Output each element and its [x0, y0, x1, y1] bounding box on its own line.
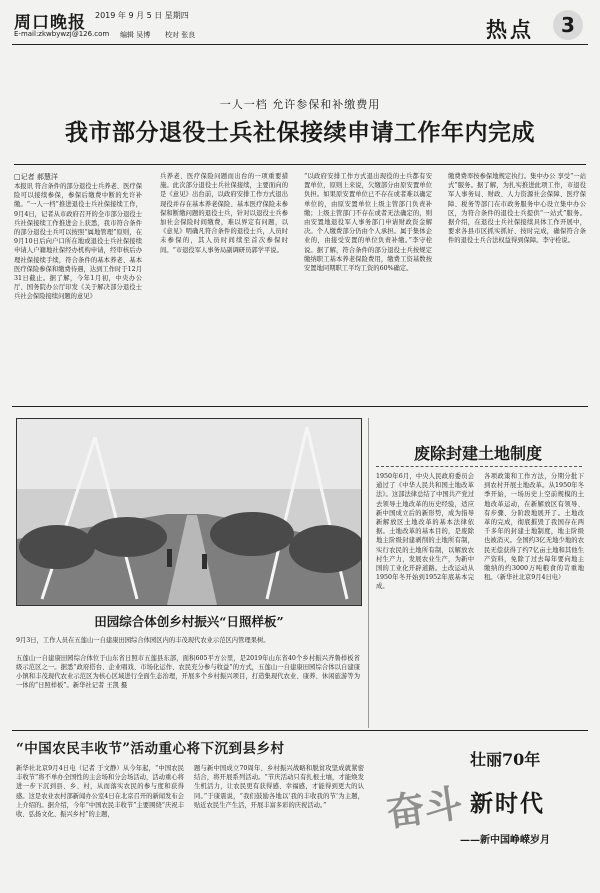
page-number-badge: 3	[553, 10, 583, 40]
contact-email: E-mail:zkwbywzj@126.com	[14, 30, 110, 38]
promo-calligraphy: 奋斗	[383, 779, 466, 836]
lead-column-1: 本报讯 符合条件的部分退役士兵养老、医疗保险可以接续参保，参保后缴费中断的允许补缴。“一人一档”推进退役士兵社保接续工作，9月4日，记者从市政府召开的全市部分退役士兵社保接续工作推进会上获悉，我市符合条件的部分退役士兵可以按照“属地管理”原则，在9月10日后向户口所在地或退役士兵社保接续申请人户籍地社保经办机构申请，经审核后办理社保接续手续，符合条件的基本养老、基本医疗保险参保和缴费待遇，达到工作时于12月31日截止。据了解，今年1月初，中央办公厅、国务院办公厅印发《关于解决部分退役士兵社会保险接续问题的意见》	[14, 183, 142, 301]
bottom-column-1: 新华社北京9月4日电（记者 于文静）从今年起，“中国农民丰收节”将不单办全国性的主会场和分会场活动，活动重心将进一步下沉到县、乡、村，从而落实农民的参与度和获得感。这是农业农村部新闻办公室4日在北京召开的新闻发布会上介绍的。据介绍，今年“中国农民丰收节”主要围绕“庆祝丰收、弘扬文化、振兴乡村”的主题，	[16, 765, 184, 819]
masthead-rule	[12, 44, 588, 45]
bottom-rule	[12, 730, 588, 731]
promo-subline: 新时代	[470, 790, 545, 817]
lead-headline: 我市部分退役士兵社保接续申请工作年内完成	[65, 119, 535, 146]
orchard-photo	[16, 418, 362, 606]
bottom-column-2: 题与新中国成立70周年、乡村振兴战略和脱贫攻坚成就紧密结合，将开展系列活动。“节庆活动只有扎根土壤，才能焕发生机活力，让农民更有获得感、幸福感，才能得到更大的认同。”于康震说，“我们鼓励各地以‘我的丰收我的节’为主题，贴近农民生产生活，开展丰富多彩的庆祝活动。”	[194, 765, 364, 809]
issue-date: 2019 年 9 月 5 日 星期四	[95, 11, 189, 20]
lead-column-3: “以政府安排工作方式退出现役的士兵都有安置单位，原则上来说，欠缴部分由原安置单位负担。如果原安置单位已不存在或者难以确定单位的，由原安置单位上级主管部门负责补缴；上级主管部门不存在或者无法确定的，则由安置地退役军人事务部门申请财政资金解决。个人缴费部分仍由个人承担。属于集体企业的，由接受安置的单位负责补缴。”李守栓说。据了解，符合条件的部分退役士兵按规定缴纳职工基本养老保险费用，缴费工资基数按安置地同期职工平均工资的60%确定。	[304, 173, 432, 273]
newspaper-logo: 周口晚报	[14, 13, 86, 33]
photo-headline: 田园综合体创乡村振兴“日照样板”	[94, 614, 284, 629]
side-headline: 废除封建土地制度	[413, 444, 542, 463]
promo-headline: 壮丽70年	[470, 750, 541, 769]
lead-kicker: 一人一档 允许参保和补缴费用	[219, 98, 381, 111]
section-title: 热点	[486, 17, 534, 42]
side-title-rule	[376, 466, 582, 467]
promo-footer: ——新中国峥嵘岁月	[460, 835, 550, 846]
lead-byline: □记者 郝慧洋	[14, 173, 58, 181]
lead-column-4: 缴费费率按参保地规定执行。集中办公 享受“一站式”服务。据了解，为扎实推进此项工作，市退役军人事务局、财政、人力资源社会保障、医疗保障、税务等部门在市政务服务中心设立集中办公区，为符合条件的退役士兵提供“一站式”服务。据介绍，在退役士兵社保接续具体工作开展中，要求各县市区抓实抓好、按时完成，确保符合条件的退役士兵合法权益得到保障。李守栓说。	[448, 173, 586, 245]
side-column-1: 1950年6月，中央人民政府委员会通过了《中华人民共和国土地改革法》。这部法律总结了中国共产党过去领导土地改革的历史经验，适应新中国成立后的新形势，成为指导新解放区土地改革的基本法律依据。土地改革的基本目的，是废除地主阶级封建剥削的土地所有制，实行农民的土地所有制，以解放农村生产力，发展农业生产，为新中国的工业化开辟道路。土改运动从1950年冬开始到1952年底基本完成。	[376, 473, 474, 591]
photo-caption-2: 五莲山一自建康田园综合体位于山东省日照市五莲县东部，面积605平方公里，是2019年山东省40个乡村振兴齐鲁样板省级示范区之一。据悉“政府搭台、企业唱戏、市场化运作、农民充分参与收益”的方式，五莲山一自建康田园综合体以自建康小镇和丰茂现代农业示范区为核心区域进行全面生态治理，开展多个乡村振兴项目，打造集现代农业、康养、休闲旅游等为一体的“日照样板”。新华社记者 王凯 摄	[16, 655, 360, 689]
section-divider	[12, 406, 588, 407]
editor-credit: 编辑 吴博	[120, 31, 151, 39]
proofreader-credit: 校对 张良	[165, 31, 196, 39]
lead-column-2: 兵养老、医疗保险问题而出台的一项重要措施。此次部分退役士兵社保接续，主要面向的是《意见》出台前，以政府安排工作方式退出现役并存在基本养老保险、基本医疗保险未参保和断缴问题的退役士兵，针对以退役士兵参加社会保险时间缴费，难以界定有问题，以《意见》明确凡符合条件的退役士兵，人员时未参保的，其人员时间续至首次参保时间。“市退役军人事务局副调研员郭学平说。	[160, 173, 288, 254]
headline-rule	[14, 164, 586, 165]
bottom-headline: “中国农民丰收节”活动重心将下沉到县乡村	[16, 741, 285, 757]
anniversary-promo	[382, 747, 592, 887]
photo-caption-1: 9月3日，工作人员在五莲山一自建康田园综合体园区内的丰茂现代农业示范区内管理果树。	[16, 637, 270, 644]
side-column-2: 各项政策和工作方法，分期分批下到农村开展土地改革。从1950年冬季开始，一场历史上空前规模的土地改革运动，在新解放区有领导、有步骤、分阶段地展开了。土地改革的完成，彻底摧毁了我国存在两千多年的封建土地制度，地主阶级也被消灭。全国约3亿无地少地的农民无偿获得了约7亿亩土地和其他生产资料，免除了过去每年要向地主缴纳的约3000万吨粮食的苛重地租。（新华社北京9月4日电）	[484, 473, 584, 582]
orchard-photo-image	[17, 419, 361, 605]
